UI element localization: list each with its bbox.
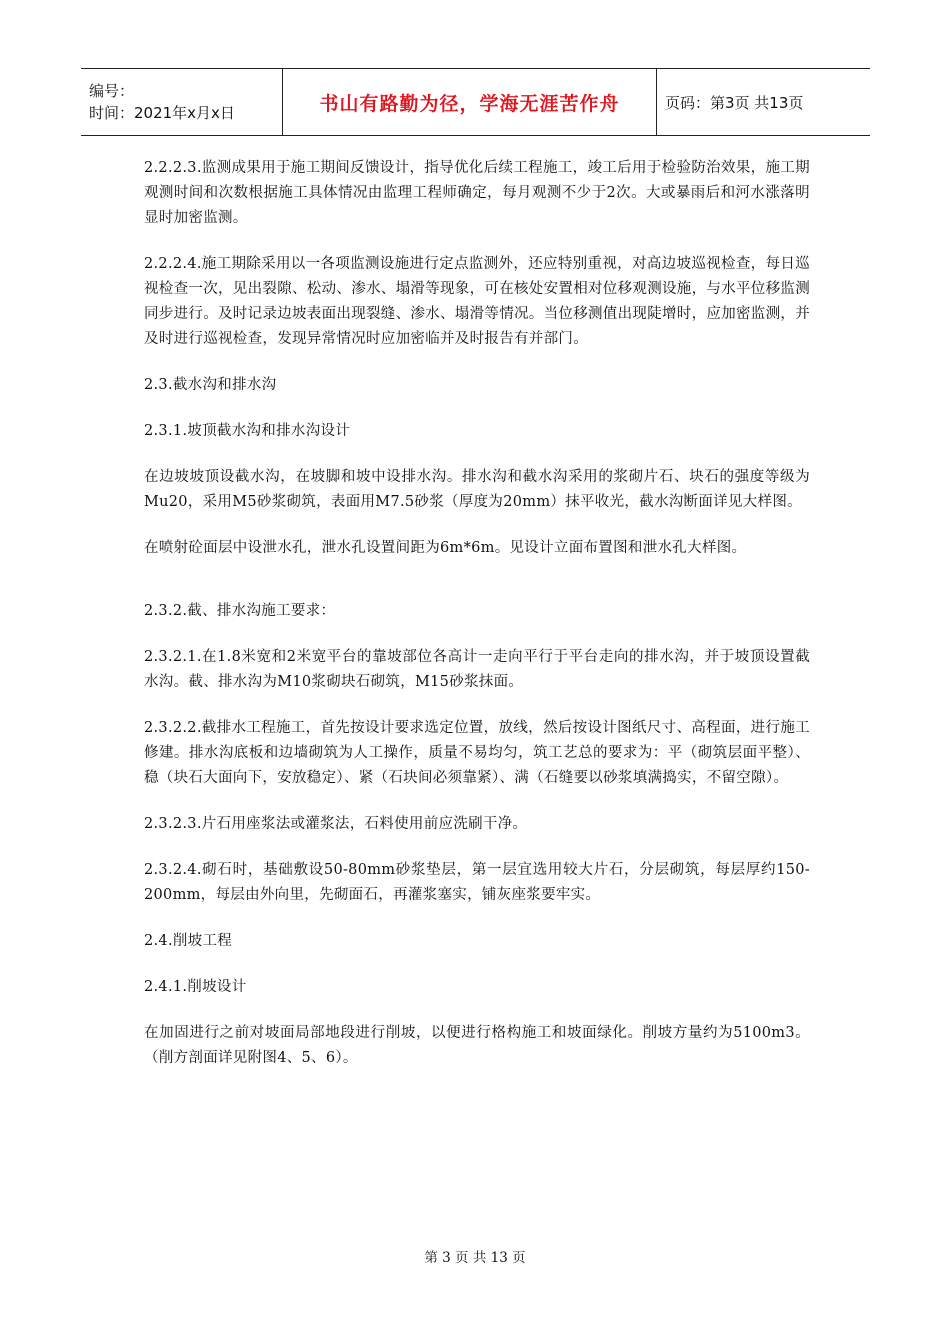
- header-page-info: [657, 69, 870, 135]
- header-meta: [81, 69, 283, 135]
- document-time-label: 时间：2021年x月x日: [89, 104, 235, 122]
- section-heading-2-4-1: 2.4.1.削坡设计: [144, 979, 247, 995]
- paragraph-2-3-2-1: 2.3.2.1.在1.8米宽和2米宽平台的靠坡部位各高计一走向平行于平台走向的排水沟，并于坡顶设置截水沟。截、排水沟为M10浆砌块石砌筑，M15砂浆抹面。: [144, 649, 810, 690]
- paragraph-slope-cutting: 在加固进行之前对坡面局部地段进行削坡，以便进行格构施工和坡面绿化。削坡方量约为5100m3。（削方剖面详见附图4、5、6）。: [144, 1025, 810, 1066]
- paragraph-drain-holes: 在喷射砼面层中设泄水孔，泄水孔设置间距为6m*6m。见设计立面布置图和泄水孔大样图。: [144, 540, 747, 556]
- paragraph-2-3-2-4: 2.3.2.4.砌石时，基础敷设50-80mm砂浆垫层，第一层宜选用较大片石，分层砌筑，每层厚约150-200mm，每层由外向里，先砌面石，再灌浆塞实，铺灰座浆要牢实。: [144, 862, 810, 903]
- document-number-label: 编号：: [89, 82, 135, 100]
- section-heading-2-3-2: 2.3.2.截、排水沟施工要求：: [144, 603, 336, 619]
- motto-text: 书山有路勤为径，学海无涯苦作舟: [319, 92, 620, 115]
- page-header: [81, 68, 870, 136]
- page-footer: 第 3 页 共 13 页: [424, 1250, 526, 1266]
- paragraph-ditch-design: 在边坡坡顶设截水沟，在坡脚和坡中设排水沟。排水沟和截水沟采用的浆砌片石、块石的强度等级为Mu20，采用M5砂浆砌筑，表面用M7.5砂浆（厚度为20mm）抹平收光，截水沟断面详见大样图。: [144, 469, 810, 510]
- paragraph-2-2-2-4: 2.2.2.4.施工期除采用以一各项监测设施进行定点监测外，还应特别重视，对高边坡巡视检查，每日巡视检查一次，见出裂隙、松动、渗水、塌滑等现象，可在核处安置相对位移观测设施，与水平位移监测同步进行。及时记录边坡表面出现裂缝、渗水、塌滑等情况。当位移测值出现陡增时，应加密监测，并及时进行巡视检查，发现异常情况时应加密临并及时报告有并部门。: [144, 256, 810, 347]
- paragraph-2-3-2-3: 2.3.2.3.片石用座浆法或灌浆法，石料使用前应洗刷干净。: [144, 816, 528, 832]
- document-body: [144, 156, 810, 1092]
- header-motto: [283, 69, 657, 135]
- paragraph-2-2-2-3: 2.2.2.3.监测成果用于施工期间反馈设计，指导优化后续工程施工，竣工后用于检验防治效果，施工期观测时间和次数根据施工具体情况由监理工程师确定，每月观测不少于2次。大或暴雨后和河水涨落明显时加密监测。: [144, 160, 810, 226]
- page-number-label: 页码：第3页 共13页: [665, 93, 804, 112]
- section-heading-2-4: 2.4.削坡工程: [144, 933, 233, 949]
- section-heading-2-3: 2.3.截水沟和排水沟: [144, 377, 277, 393]
- section-heading-2-3-1: 2.3.1.坡顶截水沟和排水沟设计: [144, 423, 351, 439]
- paragraph-2-3-2-2: 2.3.2.2.截排水工程施工，首先按设计要求选定位置，放线，然后按设计图纸尺寸、高程面，进行施工修建。排水沟底板和边墙砌筑为人工操作，质量不易均匀，筑工艺总的要求为：平（砌筑层面平整）、稳（块石大面向下，安放稳定）、紧（石块间必须靠紧）、满（石缝要以砂浆填满捣实，不留空隙）。: [144, 720, 810, 786]
